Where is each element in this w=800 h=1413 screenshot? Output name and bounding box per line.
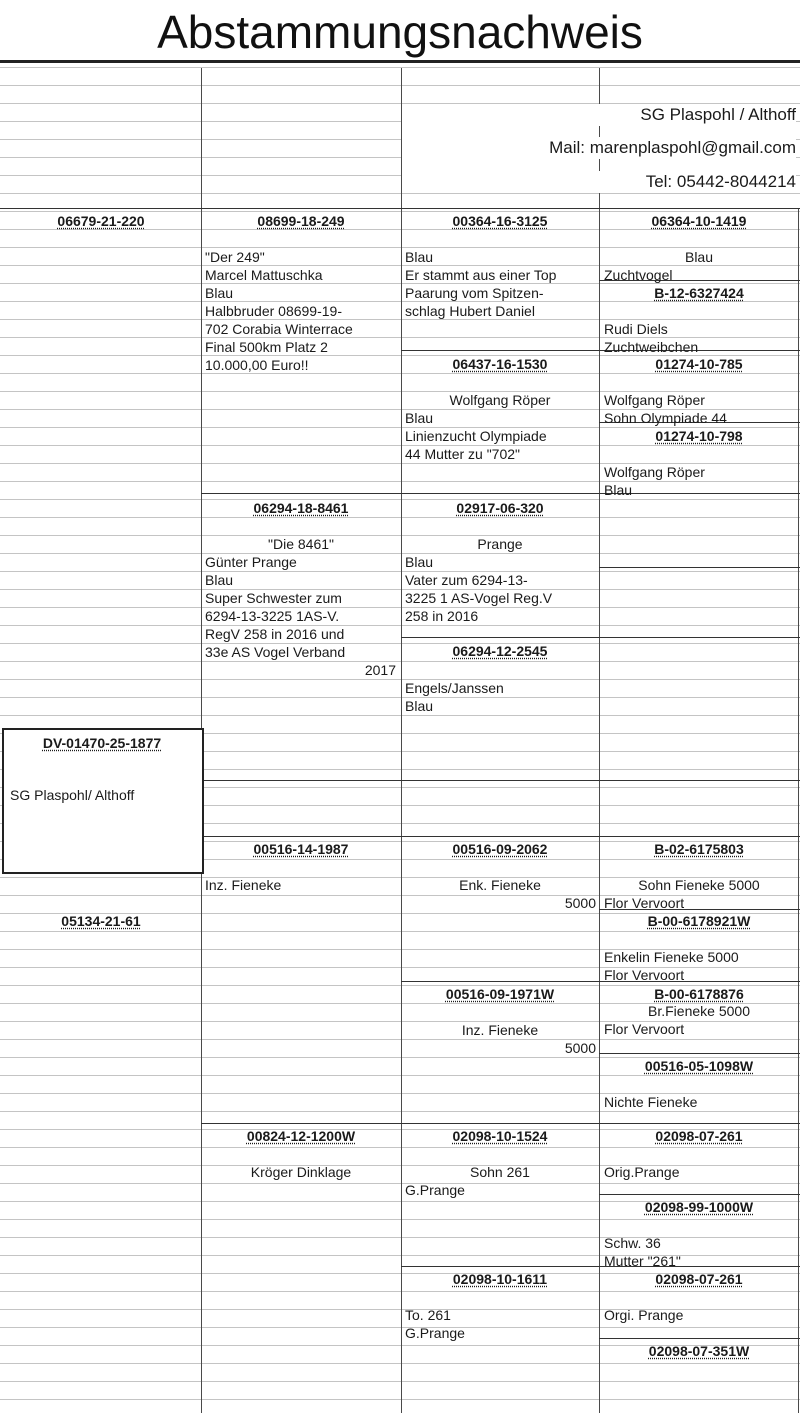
ancestor-number: 5000 [564, 1040, 596, 1056]
ancestor-line: Blau [604, 482, 633, 498]
ancestor-line: Flor Vervoort [604, 895, 685, 911]
ancestor-line: Flor Vervoort [604, 1021, 685, 1037]
grandparent-line: 10.000,00 Euro!! [205, 357, 309, 373]
page-title: Abstammungsnachweis [0, 4, 800, 60]
ancestor-line: 44 Mutter zu "702" [405, 446, 521, 462]
section-line [401, 350, 800, 351]
ancestor-ring: 00516-09-1971W [445, 986, 555, 1002]
grandparent-line: Blau [205, 572, 234, 588]
column-divider [401, 68, 402, 1413]
ancestor-ring: 02098-99-1000W [644, 1199, 754, 1215]
ancestor-line: 258 in 2016 [405, 608, 479, 624]
section-line [201, 1123, 800, 1124]
main-pigeon-owner: SG Plaspohl/ Althoff [10, 787, 135, 803]
section-line [201, 493, 800, 494]
breeder-mail: Mail: marenplaspohl@gmail.com [402, 137, 796, 159]
ancestor-color: Blau [684, 249, 714, 265]
ancestor-line: Wolfgang Röper [604, 464, 705, 480]
grandparent-name: Kröger Dinklage [250, 1164, 352, 1180]
ancestor-ring: B-02-6175803 [654, 841, 744, 857]
ancestor-number: 5000 [564, 895, 596, 911]
column-divider [599, 68, 600, 1413]
grandparent-line: Blau [205, 285, 234, 301]
section-line [201, 780, 800, 781]
section-line [401, 1266, 800, 1267]
ancestor-line: schlag Hubert Daniel [405, 303, 535, 319]
grandparent-ring: 06294-18-8461 [253, 500, 349, 516]
ancestor-line: Blau [405, 249, 434, 265]
grandparent-line: 702 Corabia Winterrace [205, 321, 353, 337]
mother-ring: 05134-21-61 [61, 913, 141, 929]
grandparent-ring: 00824-12-1200W [246, 1128, 356, 1144]
ancestor-line: Vater zum 6294-13- [405, 572, 528, 588]
ancestor-name: Br.Fieneke 5000 [648, 1003, 750, 1019]
ancestor-ring: 06294-12-2545 [452, 643, 548, 659]
ancestor-line: Blau [405, 410, 434, 426]
ancestor-line: Schw. 36 [604, 1235, 661, 1251]
ancestor-line: 3225 1 AS-Vogel Reg.V [405, 590, 553, 606]
ancestor-line: Blau [405, 554, 434, 570]
grandparent-ring: 00516-14-1987 [253, 841, 349, 857]
ancestor-line: Wolfgang Röper [604, 392, 705, 408]
ancestor-line: Orgi. Prange [604, 1307, 684, 1323]
ancestor-line: Nichte Fieneke [604, 1094, 698, 1110]
ancestor-ring: 01274-10-798 [655, 428, 743, 444]
ancestor-line: Engels/Janssen [405, 680, 504, 696]
grandparent-line: Final 500km Platz 2 [205, 339, 328, 355]
section-line [401, 637, 800, 638]
ancestor-line: G.Prange [405, 1182, 465, 1198]
ancestor-name: Prange [477, 536, 523, 552]
breeder-phone: Tel: 05442-8044214 [402, 171, 796, 193]
ancestor-line: Linienzucht Olympiade [405, 428, 547, 444]
breeder-name: SG Plaspohl / Althoff [402, 104, 796, 126]
ancestor-ring: 02098-07-351W [648, 1343, 750, 1359]
ancestor-line: G.Prange [405, 1325, 465, 1341]
ancestor-ring: 00516-05-1098W [644, 1058, 754, 1074]
ancestor-line: Enkelin Fieneke 5000 [604, 949, 739, 965]
ancestor-line: Zuchtvogel [604, 267, 673, 283]
ancestor-ring: 02917-06-320 [456, 500, 544, 516]
grandparent-line: Günter Prange [205, 554, 297, 570]
ancestor-line: Orig.Prange [604, 1164, 680, 1180]
ancestor-ring: 06364-10-1419 [651, 213, 747, 229]
ancestor-line: Paarung vom Spitzen- [405, 285, 544, 301]
grandparent-name: "Die 8461" [268, 536, 334, 552]
grandparent-line: Super Schwester zum [205, 590, 342, 606]
grandparent-ring: 08699-18-249 [257, 213, 345, 229]
ancestor-ring: B-00-6178921W [647, 913, 751, 929]
ancestor-name: Wolfgang Röper [449, 392, 551, 408]
ancestor-line: Zuchtweibchen [604, 339, 699, 355]
ancestor-name: Enk. Fieneke [459, 877, 541, 893]
ancestor-name: Sohn 261 [470, 1164, 530, 1180]
grandparent-line: RegV 258 in 2016 und [205, 626, 345, 642]
grandparent-line: 33e AS Vogel Verband [205, 644, 346, 660]
ancestor-line: Mutter "261" [604, 1253, 681, 1269]
ancestor-name: Inz. Fieneke [461, 1022, 539, 1038]
ancestor-line: To. 261 [405, 1307, 451, 1323]
ancestor-ring: 02098-10-1611 [452, 1271, 548, 1287]
grandparent-year: 2017 [364, 662, 396, 678]
grandparent-line: "Der 249" [205, 249, 265, 265]
ancestor-ring: 00364-16-3125 [452, 213, 548, 229]
father-ring: 06679-21-220 [57, 213, 145, 229]
ancestor-ring: 00516-09-2062 [452, 841, 548, 857]
grandparent-line: Halbbruder 08699-19- [205, 303, 342, 319]
ancestor-ring: 06437-16-1530 [452, 356, 548, 372]
ancestor-line: Flor Vervoort [604, 967, 685, 983]
grandparent-line: Inz. Fieneke [205, 877, 282, 893]
main-pigeon-ring: DV-01470-25-1877 [42, 735, 162, 751]
title-rule [0, 60, 800, 63]
section-line [599, 1053, 800, 1054]
ancestor-ring: 02098-10-1524 [452, 1128, 548, 1144]
ancestor-ring: 01274-10-785 [655, 356, 743, 372]
ancestor-line: Blau [405, 698, 434, 714]
grandparent-line: Marcel Mattuschka [205, 267, 323, 283]
section-line [599, 1338, 800, 1339]
ancestor-ring: 02098-07-261 [655, 1271, 743, 1287]
section-line [401, 981, 800, 982]
ancestor-ring: B-12-6327424 [654, 285, 744, 301]
grandparent-line: 6294-13-3225 1AS-V. [205, 608, 340, 624]
ancestor-line: Sohn Olympiade 44 [604, 410, 727, 426]
section-line [0, 208, 800, 209]
section-line [201, 836, 800, 837]
ancestor-ring: B-00-6178876 [654, 986, 744, 1002]
ancestor-name: Sohn Fieneke 5000 [638, 877, 760, 893]
section-line [599, 1194, 800, 1195]
column-divider [798, 208, 799, 1413]
section-line [599, 567, 800, 568]
ancestor-line: Rudi Diels [604, 321, 668, 337]
ancestor-line: Er stammt aus einer Top [405, 267, 557, 283]
ancestor-ring: 02098-07-261 [655, 1128, 743, 1144]
